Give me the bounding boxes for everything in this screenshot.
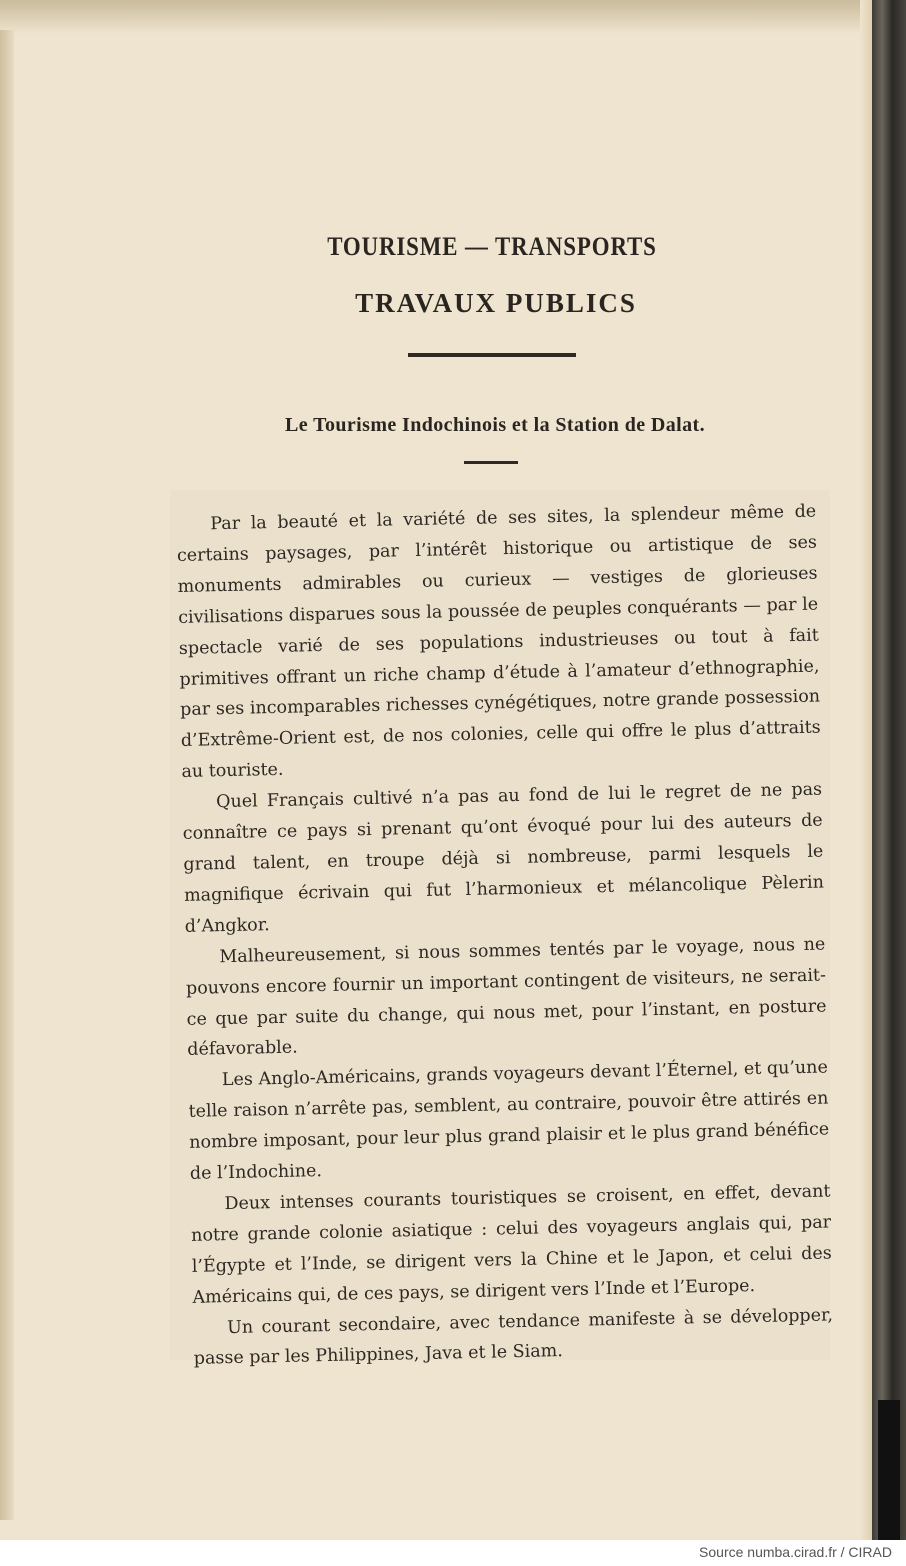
paragraph: Les Anglo-Américains, grands voyageurs devant l’Éternel, et qu’une telle raison n’arrête pas, semblent, au contraire, pouvoir être attirés en nombre imposant, pour leur plus grand plaisir et le plus grand bénéfice de l’Indochine. <box>188 1057 830 1184</box>
paragraph: Quel Français cultivé n’a pas au fond de lui le regret de ne pas connaître ce pays si prenant qu’ont évoqué pour lui des auteurs de grand talent, en troupe déjà si nombreuse, parmi lesquels le magnifique écrivain qui fut l’harmonieux et mélancolique Pèlerin d’Angkor. <box>182 779 825 937</box>
article-body <box>176 497 834 1376</box>
title-divider <box>408 353 576 357</box>
source-credit: Source numba.cirad.fr / CIRAD <box>699 1544 892 1560</box>
subtitle-divider <box>464 461 518 464</box>
paragraph: Un courant secondaire, avec tendance manifeste à se développer, passe par les Philippines, Java et le Siam. <box>193 1304 834 1370</box>
paragraph: Par la beauté et la variété de ses sites, la splendeur même de certains paysages, par l’intérêt historique ou artistique de ses monuments admirables ou curieux — vestiges de glorieuses civilisations disparues sous la poussée de peuples conquérants — par le spectacle varié de ses populations industrieuses ou tout à fait primitives offrant un riche champ d’étude à l’amateur d’ethnographie, par ses incomparables richesses cynégétiques, notre grande possession d’Extrême-Orient est, de nos colonies, celle qui offre le plus d’attraits au touriste. <box>176 501 821 783</box>
section-title-line1: TOURISME — TRANSPORTS <box>327 232 657 261</box>
article-subtitle: Le Tourisme Indochinois et la Station de Dalat. <box>285 414 705 436</box>
section-title-line2: TRAVAUX PUBLICS <box>355 288 637 318</box>
paragraph: Deux intenses courants touristiques se croisent, en effet, devant notre grande colonie asiatique : celui des voyageurs anglais qui, par l’Égypte et l’Inde, se dirigent vers la Chine et le Japon, et celui des Américains qui, de ces pays, se dirigent vers l’Inde et l’Europe. <box>190 1181 832 1308</box>
paragraph: Malheureusement, si nous sommes tentés par le voyage, nous ne pouvons encore fournir un important contingent de visiteurs, ne serait-ce que par suite du change, qui nous met, pour l’instant, en posture défavorable. <box>185 934 827 1061</box>
